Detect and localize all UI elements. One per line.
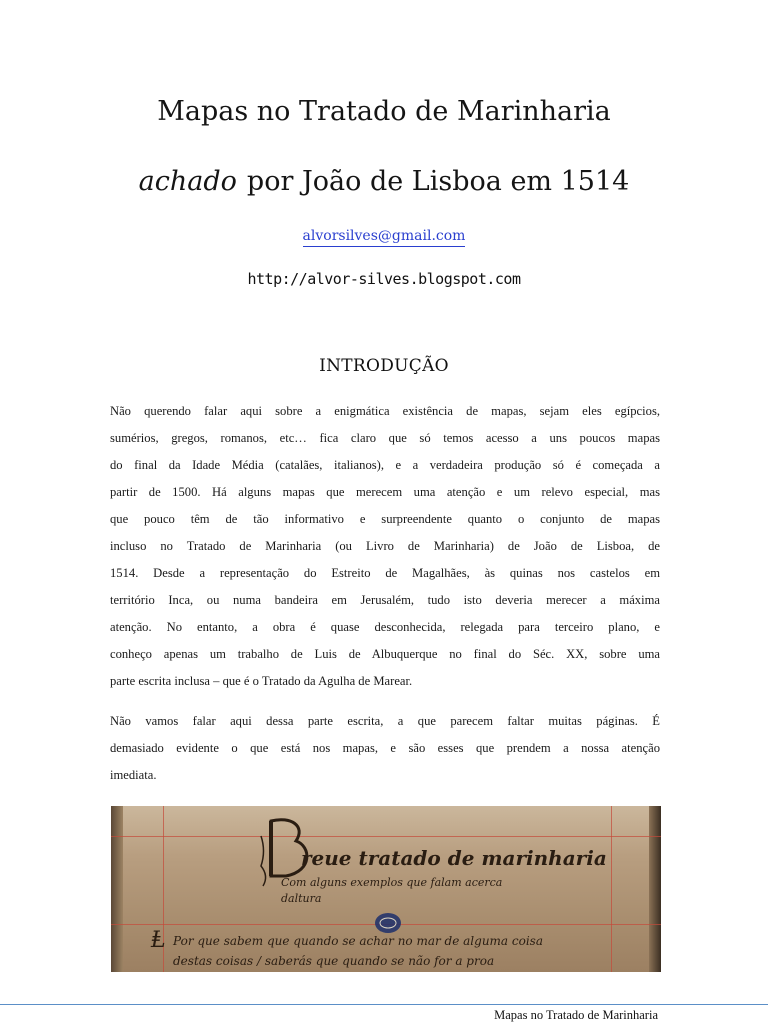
intro-paragraph-2 <box>110 708 660 789</box>
paragraph-line: imediata. <box>110 768 157 782</box>
ruled-line <box>111 836 661 837</box>
footer-divider <box>0 1004 768 1005</box>
paragraph-line: Não querendo falar aqui sobre a enigmática existência de mapas, sejam eles egípcios, <box>110 404 660 418</box>
manuscript-line: destas coisas / saberás que quando se não for a proa <box>173 954 495 968</box>
subtitle-italic-word: achado <box>138 166 237 197</box>
paragraph-line: Não vamos falar aqui dessa parte escrita, a que parecem faltar muitas páginas. É <box>110 714 660 728</box>
footer-text: Mapas no Tratado de Marinharia <box>494 1008 658 1022</box>
section-heading: INTRODUÇÃO <box>319 356 449 376</box>
email-link[interactable]: alvorsilves@gmail.com <box>303 228 466 247</box>
seal-stamp-icon <box>373 911 403 935</box>
paragraph-line: demasiado evidente o que está nos mapas, e são esses que prendem a nossa atenção <box>110 741 660 755</box>
paragraph-line: território Inca, ou numa bandeira em Jerusalém, tudo isto deveria merecer a máxima <box>110 593 660 607</box>
manuscript-line: daltura <box>281 892 322 905</box>
author-email <box>0 228 768 244</box>
paragraph-line: atenção. No entanto, a obra é quase desconhecida, relegada para terceiro plano, e <box>110 620 660 634</box>
manuscript-line: Por que sabem que quando se achar no mar de alguma coisa <box>173 934 543 948</box>
paragraph-line: 1514. Desde a representação do Estreito de Magalhães, às quinas nos castelos em <box>110 566 660 580</box>
ruled-margin-line <box>611 806 612 972</box>
paragraph-line: incluso no Tratado de Marinharia (ou Livro de Marinharia) de João de Lisboa, de <box>110 539 660 553</box>
paragraph-line: conheço apenas um trabalho de Luis de Albuquerque no final do Séc. XX, sobre uma <box>110 647 660 661</box>
document-title: Mapas no Tratado de Marinharia <box>157 96 611 127</box>
paragraph-line: partir de 1500. Há alguns mapas que merecem uma atenção e um relevo especial, mas <box>110 485 660 499</box>
paragraph-line: do final da Idade Média (catalães, italianos), e a verdadeira produção só é começada a <box>110 458 660 472</box>
paragraph-line: parte escrita inclusa – que é o Tratado da Agulha de Marear. <box>110 674 413 688</box>
blog-url: http://alvor-silves.blogspot.com <box>247 270 521 288</box>
paragraph-line: que pouco têm de tão informativo e surpreendente quanto o conjunto de mapas <box>110 512 660 526</box>
paragraph-mark-icon: Ⱡ <box>151 928 166 953</box>
manuscript-image <box>111 806 661 972</box>
document-subtitle <box>0 166 768 197</box>
subtitle-rest: por João de Lisboa em 1514 <box>246 166 630 197</box>
manuscript-right-edge <box>649 806 661 972</box>
intro-paragraph-1 <box>110 398 660 695</box>
manuscript-line: Com alguns exemplos que falam acerca <box>281 876 503 889</box>
paragraph-line: sumérios, gregos, romanos, etc… fica claro que só temos acesso a uns poucos mapas <box>110 431 660 445</box>
manuscript-heading: reue tratado de marinharia <box>301 846 607 870</box>
manuscript-left-edge <box>111 806 123 972</box>
